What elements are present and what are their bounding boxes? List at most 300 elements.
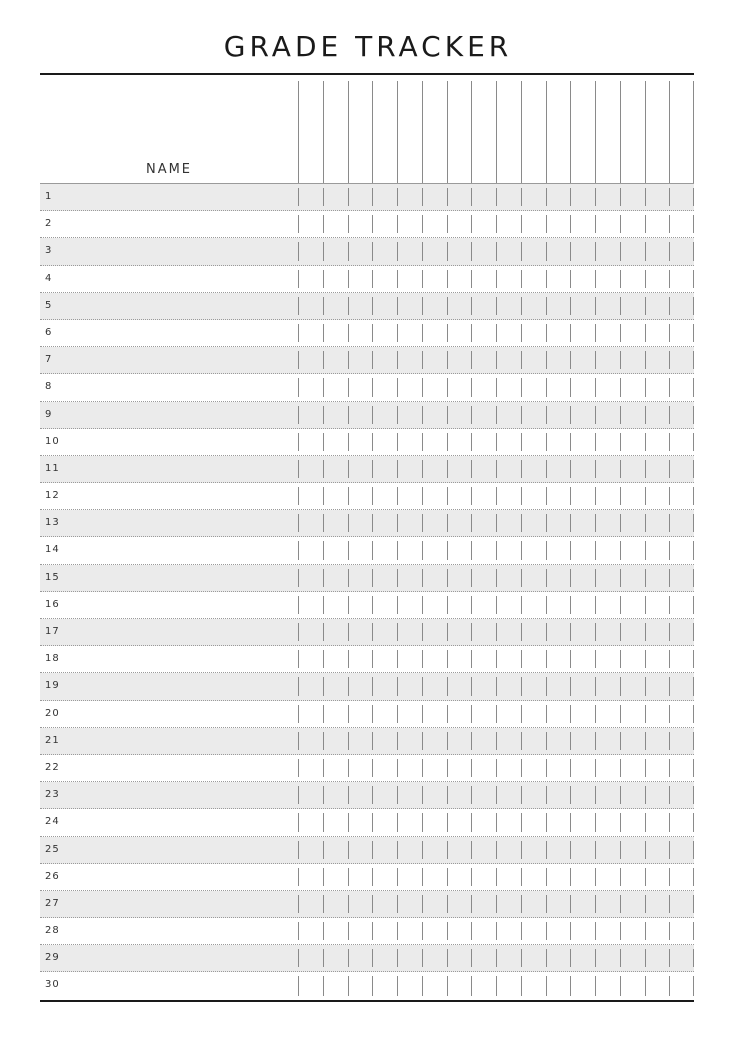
- grade-cells[interactable]: [298, 215, 694, 233]
- cell-divider: [620, 514, 621, 532]
- name-column-header: NAME: [145, 162, 193, 177]
- cell-divider: [298, 732, 299, 750]
- cell-divider: [298, 406, 299, 424]
- cell-divider: [669, 813, 670, 831]
- cell-divider: [348, 541, 349, 559]
- row-number: 22: [45, 761, 60, 773]
- cell-divider: [372, 705, 373, 723]
- table-row[interactable]: [40, 891, 694, 918]
- table-row[interactable]: [40, 429, 694, 456]
- cell-divider: [397, 406, 398, 424]
- table-row[interactable]: [40, 809, 694, 836]
- cell-divider: [422, 922, 423, 940]
- grade-cells[interactable]: [298, 514, 694, 532]
- table-row[interactable]: [40, 510, 694, 537]
- row-number: 5: [45, 299, 53, 311]
- cell-divider: [298, 188, 299, 206]
- table-row[interactable]: [40, 673, 694, 700]
- cell-divider: [496, 433, 497, 451]
- cell-divider: [496, 759, 497, 777]
- cell-divider: [471, 868, 472, 886]
- cell-divider: [422, 677, 423, 695]
- cell-divider: [521, 541, 522, 559]
- cell-divider: [570, 596, 571, 614]
- cell-divider: [620, 868, 621, 886]
- grade-cells[interactable]: [298, 541, 694, 559]
- table-row[interactable]: [40, 266, 694, 293]
- cell-divider: [323, 596, 324, 614]
- cell-divider: [645, 297, 646, 315]
- cell-divider: [595, 215, 596, 233]
- cell-divider: [323, 868, 324, 886]
- cell-divider: [521, 841, 522, 859]
- cell-divider: [471, 270, 472, 288]
- cell-divider: [546, 378, 547, 396]
- cell-divider: [298, 596, 299, 614]
- cell-divider: [397, 949, 398, 967]
- cell-divider: [546, 297, 547, 315]
- cell-divider: [372, 976, 373, 995]
- cell-divider: [595, 378, 596, 396]
- cell-divider: [645, 650, 646, 668]
- grade-cells[interactable]: [298, 895, 694, 913]
- cell-divider: [669, 623, 670, 641]
- cell-divider: [669, 460, 670, 478]
- cell-divider: [447, 406, 448, 424]
- cell-divider: [348, 270, 349, 288]
- table-row[interactable]: [40, 537, 694, 564]
- cell-divider: [595, 623, 596, 641]
- cell-divider: [645, 569, 646, 587]
- cell-divider: [645, 677, 646, 695]
- cell-divider: [447, 677, 448, 695]
- cell-divider: [348, 351, 349, 369]
- cell-divider: [620, 895, 621, 913]
- table-row[interactable]: [40, 945, 694, 972]
- table-row[interactable]: [40, 592, 694, 619]
- table-row[interactable]: [40, 972, 694, 999]
- cell-divider: [546, 759, 547, 777]
- cell-divider: [397, 895, 398, 913]
- cell-divider: [496, 406, 497, 424]
- cell-divider: [570, 786, 571, 804]
- cell-divider: [570, 541, 571, 559]
- cell-divider: [496, 895, 497, 913]
- grade-cells[interactable]: [298, 297, 694, 315]
- cell-divider: [348, 569, 349, 587]
- table-row[interactable]: [40, 837, 694, 864]
- grade-cells[interactable]: [298, 949, 694, 967]
- cell-divider: [348, 623, 349, 641]
- cell-divider: [645, 813, 646, 831]
- cell-divider: [372, 786, 373, 804]
- grade-cells[interactable]: [298, 188, 694, 206]
- cell-divider: [620, 215, 621, 233]
- grade-cells[interactable]: [298, 596, 694, 614]
- cell-divider: [570, 976, 571, 995]
- cell-divider: [620, 378, 621, 396]
- cell-divider: [620, 705, 621, 723]
- cell-divider: [471, 433, 472, 451]
- cell-divider: [422, 215, 423, 233]
- cell-divider: [298, 569, 299, 587]
- cell-divider: [422, 759, 423, 777]
- bottom-rule: [40, 1000, 694, 1002]
- grade-cells[interactable]: [298, 460, 694, 478]
- cell-divider: [669, 650, 670, 668]
- table-row[interactable]: [40, 646, 694, 673]
- cell-divider: [645, 487, 646, 505]
- cell-divider: [348, 406, 349, 424]
- cell-divider: [546, 324, 547, 342]
- grade-cells[interactable]: [298, 242, 694, 260]
- cell-divider: [496, 569, 497, 587]
- cell-divider: [693, 650, 694, 668]
- cell-divider: [298, 705, 299, 723]
- cell-divider: [570, 868, 571, 886]
- cell-divider: [693, 406, 694, 424]
- cell-divider: [546, 433, 547, 451]
- cell-divider: [595, 705, 596, 723]
- cell-divider: [521, 786, 522, 804]
- row-number: 14: [45, 544, 60, 556]
- grade-cells[interactable]: [298, 759, 694, 777]
- cell-divider: [669, 949, 670, 967]
- grade-cells[interactable]: [298, 569, 694, 587]
- cell-divider: [298, 841, 299, 859]
- cell-divider: [620, 922, 621, 940]
- cell-divider: [521, 895, 522, 913]
- header-column-divider: [496, 81, 497, 183]
- cell-divider: [693, 922, 694, 940]
- cell-divider: [496, 868, 497, 886]
- table-row[interactable]: [40, 211, 694, 238]
- cell-divider: [323, 514, 324, 532]
- cell-divider: [521, 949, 522, 967]
- cell-divider: [693, 949, 694, 967]
- cell-divider: [546, 460, 547, 478]
- cell-divider: [323, 895, 324, 913]
- row-number: 16: [45, 598, 60, 610]
- cell-divider: [595, 541, 596, 559]
- cell-divider: [447, 759, 448, 777]
- row-number: 2: [45, 218, 53, 230]
- header-column-divider: [546, 81, 547, 183]
- cell-divider: [447, 976, 448, 995]
- cell-divider: [348, 460, 349, 478]
- cell-divider: [348, 949, 349, 967]
- header-column-divider: [595, 81, 596, 183]
- cell-divider: [645, 895, 646, 913]
- cell-divider: [471, 215, 472, 233]
- cell-divider: [447, 541, 448, 559]
- cell-divider: [521, 677, 522, 695]
- cell-divider: [693, 188, 694, 206]
- cell-divider: [669, 596, 670, 614]
- cell-divider: [447, 650, 448, 668]
- cell-divider: [496, 188, 497, 206]
- cell-divider: [570, 569, 571, 587]
- cell-divider: [693, 759, 694, 777]
- cell-divider: [348, 297, 349, 315]
- table-row[interactable]: [40, 184, 694, 211]
- row-number: 25: [45, 843, 60, 855]
- grade-cells[interactable]: [298, 433, 694, 451]
- cell-divider: [471, 922, 472, 940]
- cell-divider: [693, 976, 694, 995]
- cell-divider: [471, 623, 472, 641]
- cell-divider: [348, 378, 349, 396]
- grade-cells[interactable]: [298, 705, 694, 723]
- cell-divider: [323, 378, 324, 396]
- cell-divider: [372, 650, 373, 668]
- cell-divider: [471, 406, 472, 424]
- table-row[interactable]: [40, 347, 694, 374]
- grade-cells[interactable]: [298, 868, 694, 886]
- cell-divider: [669, 759, 670, 777]
- cell-divider: [669, 297, 670, 315]
- table-row[interactable]: [40, 374, 694, 401]
- cell-divider: [620, 677, 621, 695]
- cell-divider: [471, 514, 472, 532]
- cell-divider: [372, 270, 373, 288]
- row-number: 26: [45, 870, 60, 882]
- row-number: 11: [45, 462, 60, 474]
- cell-divider: [546, 487, 547, 505]
- cell-divider: [570, 433, 571, 451]
- cell-divider: [372, 406, 373, 424]
- cell-divider: [645, 759, 646, 777]
- cell-divider: [546, 188, 547, 206]
- cell-divider: [397, 297, 398, 315]
- cell-divider: [546, 813, 547, 831]
- header-column-divider: [323, 81, 324, 183]
- cell-divider: [471, 650, 472, 668]
- cell-divider: [521, 351, 522, 369]
- grade-cells[interactable]: [298, 650, 694, 668]
- cell-divider: [595, 759, 596, 777]
- grade-cells[interactable]: [298, 406, 694, 424]
- row-number: 29: [45, 952, 60, 964]
- cell-divider: [570, 813, 571, 831]
- table-row[interactable]: [40, 320, 694, 347]
- cell-divider: [620, 351, 621, 369]
- cell-divider: [595, 786, 596, 804]
- grade-cells[interactable]: [298, 270, 694, 288]
- cell-divider: [471, 541, 472, 559]
- row-number: 18: [45, 653, 60, 665]
- table-row[interactable]: [40, 238, 694, 265]
- cell-divider: [620, 297, 621, 315]
- cell-divider: [372, 569, 373, 587]
- cell-divider: [471, 487, 472, 505]
- cell-divider: [323, 487, 324, 505]
- header-column-divider: [372, 81, 373, 183]
- table-row[interactable]: [40, 701, 694, 728]
- cell-divider: [669, 541, 670, 559]
- cell-divider: [570, 188, 571, 206]
- cell-divider: [323, 541, 324, 559]
- cell-divider: [372, 242, 373, 260]
- cell-divider: [298, 786, 299, 804]
- cell-divider: [447, 433, 448, 451]
- cell-divider: [693, 378, 694, 396]
- row-number: 20: [45, 707, 60, 719]
- grade-cells[interactable]: [298, 732, 694, 750]
- cell-divider: [447, 378, 448, 396]
- cell-divider: [546, 270, 547, 288]
- cell-divider: [422, 705, 423, 723]
- cell-divider: [447, 215, 448, 233]
- grade-cells[interactable]: [298, 786, 694, 804]
- cell-divider: [521, 596, 522, 614]
- cell-divider: [546, 569, 547, 587]
- header-column-divider: [570, 81, 571, 183]
- header-column-divider: [348, 81, 349, 183]
- cell-divider: [397, 841, 398, 859]
- cell-divider: [570, 378, 571, 396]
- row-number: 6: [45, 326, 53, 338]
- cell-divider: [645, 433, 646, 451]
- table-row[interactable]: [40, 293, 694, 320]
- grade-cells[interactable]: [298, 841, 694, 859]
- cell-divider: [521, 623, 522, 641]
- cell-divider: [496, 786, 497, 804]
- cell-divider: [323, 813, 324, 831]
- row-number: 24: [45, 816, 60, 828]
- cell-divider: [645, 514, 646, 532]
- cell-divider: [471, 759, 472, 777]
- cell-divider: [397, 596, 398, 614]
- cell-divider: [496, 378, 497, 396]
- cell-divider: [669, 487, 670, 505]
- table-row[interactable]: [40, 755, 694, 782]
- cell-divider: [372, 596, 373, 614]
- grade-cells[interactable]: [298, 487, 694, 505]
- cell-divider: [620, 732, 621, 750]
- cell-divider: [521, 406, 522, 424]
- cell-divider: [397, 976, 398, 995]
- table-row[interactable]: [40, 402, 694, 429]
- grade-cells[interactable]: [298, 351, 694, 369]
- cell-divider: [496, 514, 497, 532]
- cell-divider: [298, 378, 299, 396]
- grade-cells[interactable]: [298, 378, 694, 396]
- table-row[interactable]: [40, 619, 694, 646]
- cell-divider: [422, 242, 423, 260]
- cell-divider: [323, 976, 324, 995]
- cell-divider: [348, 759, 349, 777]
- grade-cells[interactable]: [298, 813, 694, 831]
- grade-cells[interactable]: [298, 623, 694, 641]
- cell-divider: [645, 351, 646, 369]
- cell-divider: [496, 976, 497, 995]
- cell-divider: [496, 487, 497, 505]
- cell-divider: [693, 732, 694, 750]
- row-number: 23: [45, 789, 60, 801]
- cell-divider: [595, 460, 596, 478]
- header-column-divider: [669, 81, 670, 183]
- cell-divider: [521, 487, 522, 505]
- cell-divider: [323, 569, 324, 587]
- header-column-divider: [397, 81, 398, 183]
- cell-divider: [372, 215, 373, 233]
- cell-divider: [323, 242, 324, 260]
- row-number: 17: [45, 626, 60, 637]
- cell-divider: [471, 949, 472, 967]
- cell-divider: [496, 297, 497, 315]
- cell-divider: [645, 541, 646, 559]
- cell-divider: [298, 868, 299, 886]
- table-row[interactable]: [40, 864, 694, 891]
- grade-cells[interactable]: [298, 922, 694, 940]
- cell-divider: [348, 922, 349, 940]
- cell-divider: [570, 215, 571, 233]
- cell-divider: [669, 976, 670, 995]
- cell-divider: [693, 351, 694, 369]
- cell-divider: [570, 351, 571, 369]
- cell-divider: [298, 650, 299, 668]
- table-row[interactable]: [40, 483, 694, 510]
- cell-divider: [397, 514, 398, 532]
- cell-divider: [372, 378, 373, 396]
- cell-divider: [298, 433, 299, 451]
- cell-divider: [298, 297, 299, 315]
- cell-divider: [620, 433, 621, 451]
- cell-divider: [570, 623, 571, 641]
- cell-divider: [447, 242, 448, 260]
- cell-divider: [447, 949, 448, 967]
- table-row[interactable]: [40, 728, 694, 755]
- cell-divider: [372, 868, 373, 886]
- cell-divider: [471, 324, 472, 342]
- header-column-divider: [447, 81, 448, 183]
- cell-divider: [645, 596, 646, 614]
- table-row[interactable]: [40, 565, 694, 592]
- cell-divider: [595, 351, 596, 369]
- cell-divider: [595, 813, 596, 831]
- cell-divider: [323, 188, 324, 206]
- cell-divider: [645, 732, 646, 750]
- cell-divider: [348, 732, 349, 750]
- grade-cells[interactable]: [298, 324, 694, 342]
- cell-divider: [669, 242, 670, 260]
- cell-divider: [620, 242, 621, 260]
- grade-cells[interactable]: [298, 976, 694, 995]
- cell-divider: [669, 922, 670, 940]
- table-row[interactable]: [40, 782, 694, 809]
- table-row[interactable]: [40, 456, 694, 483]
- header-column-divider: [521, 81, 522, 183]
- cell-divider: [422, 270, 423, 288]
- cell-divider: [397, 813, 398, 831]
- row-number: 8: [45, 381, 53, 393]
- table-row[interactable]: [40, 918, 694, 945]
- cell-divider: [397, 460, 398, 478]
- grade-cells[interactable]: [298, 677, 694, 695]
- cell-divider: [496, 351, 497, 369]
- cell-divider: [298, 922, 299, 940]
- cell-divider: [620, 813, 621, 831]
- table-header: [40, 75, 694, 184]
- cell-divider: [471, 976, 472, 995]
- cell-divider: [397, 732, 398, 750]
- cell-divider: [397, 324, 398, 342]
- cell-divider: [422, 188, 423, 206]
- header-column-divider: [471, 81, 472, 183]
- cell-divider: [372, 514, 373, 532]
- cell-divider: [422, 650, 423, 668]
